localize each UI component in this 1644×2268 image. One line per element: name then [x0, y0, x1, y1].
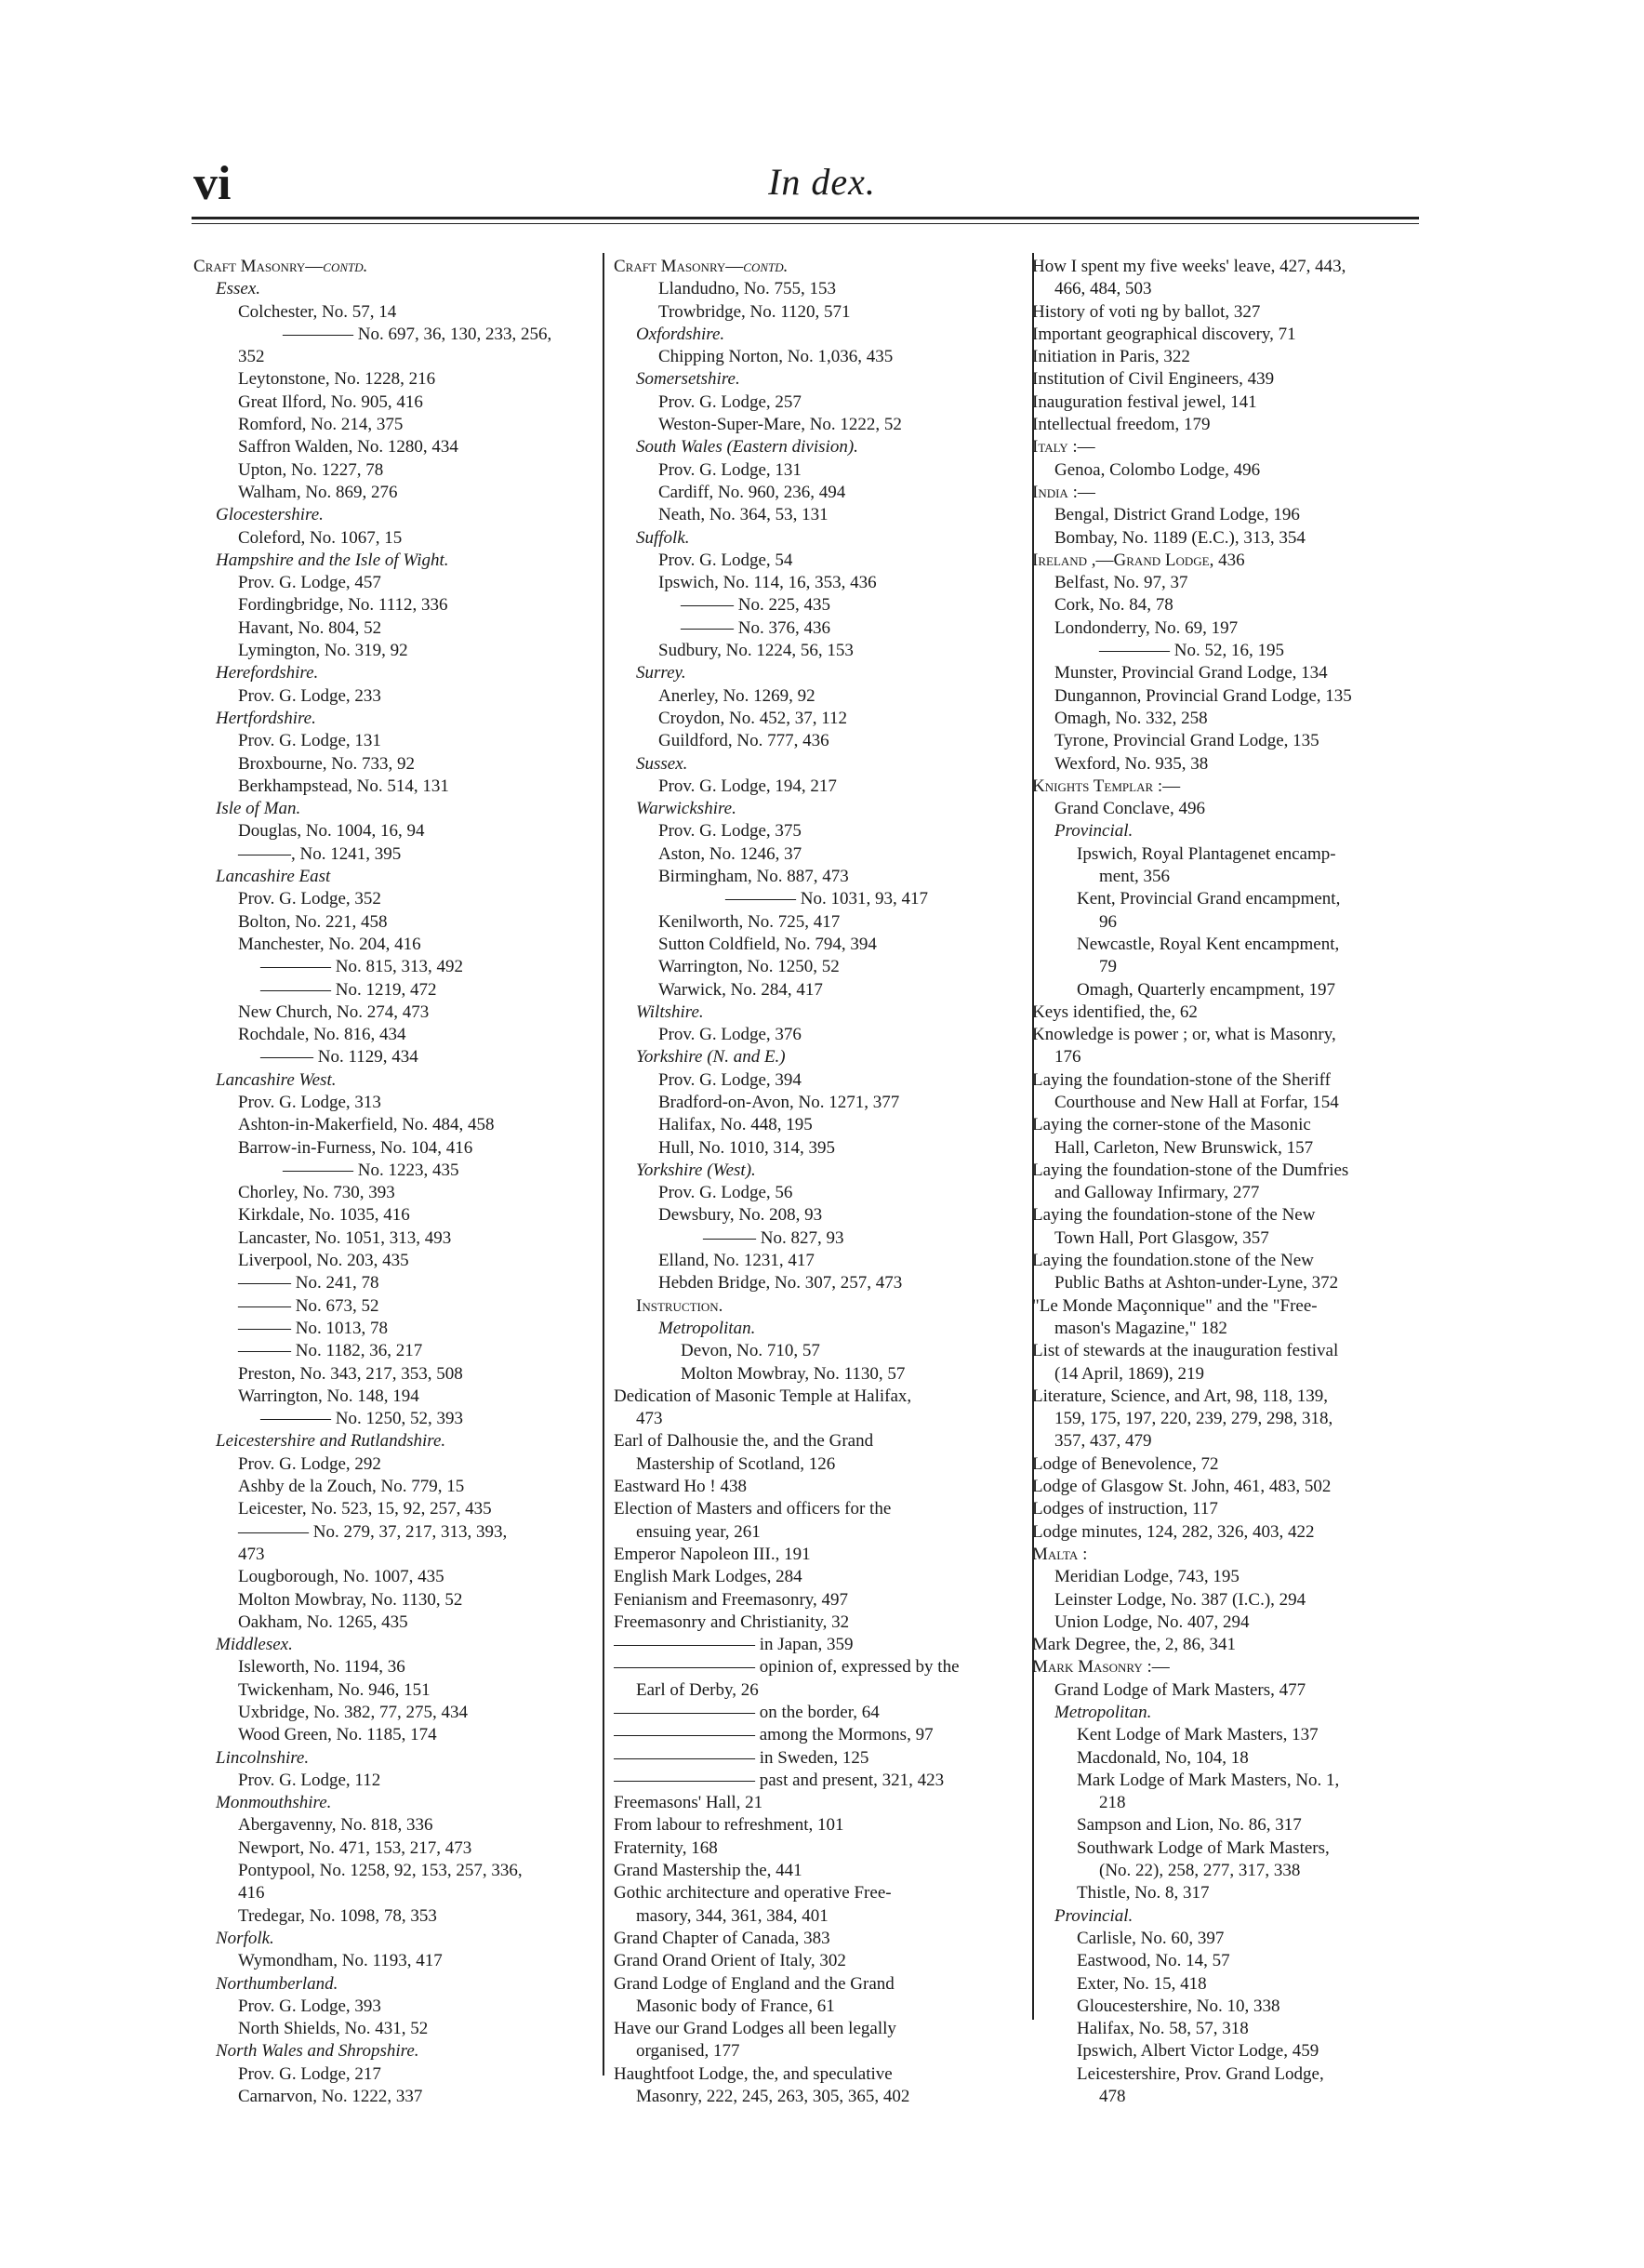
index-entry: Prov. G. Lodge, 457: [238, 573, 381, 593]
subsection-heading: Metropolitan.: [1054, 1703, 1152, 1722]
index-entry: From labour to refreshment, 101: [614, 1815, 844, 1836]
subsection-heading: Middlesex.: [216, 1635, 293, 1655]
index-entry: Laying the foundation-stone of the Sheriff: [1032, 1069, 1331, 1090]
index-entry: Laying the foundation.stone of the New: [1032, 1251, 1314, 1271]
index-entry: Uxbridge, No. 382, 77, 275, 434: [238, 1703, 468, 1722]
index-entry: Mark Degree, the, 2, 86, 341: [1032, 1635, 1236, 1655]
index-entry: Halifax, No. 448, 195: [658, 1115, 813, 1135]
index-entry: Prov. G. Lodge, 313: [238, 1092, 381, 1112]
index-entry: ——— No. 827, 93: [703, 1227, 844, 1248]
index-entry: Inauguration festival jewel, 141: [1032, 391, 1257, 412]
index-entry: Omagh, No. 332, 258: [1054, 708, 1208, 728]
index-entry: Public Baths at Ashton-under-Lyne, 372: [1054, 1273, 1339, 1293]
index-entry: (No. 22), 258, 277, 317, 338: [1099, 1861, 1301, 1881]
index-entry: Dewsbury, No. 208, 93: [658, 1205, 823, 1226]
index-entry: Elland, No. 1231, 417: [658, 1251, 815, 1271]
index-entry: Lodge of Glasgow St. John, 461, 483, 502: [1032, 1477, 1332, 1497]
index-entry: Hall, Carleton, New Brunswick, 157: [1054, 1137, 1314, 1158]
index-entry: Birmingham, No. 887, 473: [658, 867, 849, 887]
index-entry: Gothic architecture and operative Free-: [614, 1883, 892, 1903]
index-entry: Chorley, No. 730, 393: [238, 1183, 395, 1203]
subsection-heading: Yorkshire (N. and E.): [636, 1047, 786, 1068]
subsection-heading: Provincial.: [1054, 1905, 1134, 1926]
index-entry: Genoa, Colombo Lodge, 496: [1054, 459, 1261, 480]
index-entry: Chipping Norton, No. 1,036, 435: [658, 347, 894, 367]
index-entry: 473: [636, 1409, 663, 1429]
section-heading: Craft Masonry—contd.: [614, 257, 789, 276]
index-entry: Prov. G. Lodge, 393: [238, 1996, 381, 2016]
index-entry: Sudbury, No. 1224, 56, 153: [658, 641, 854, 661]
subsection-heading: Suffolk.: [636, 527, 690, 548]
subsection-heading: Metropolitan.: [658, 1318, 756, 1338]
index-entry: New Church, No. 274, 473: [238, 1001, 430, 1022]
index-entry: Lougborough, No. 1007, 435: [238, 1567, 444, 1587]
index-entry: Laying the foundation-stone of the New: [1032, 1205, 1316, 1226]
subsection-heading: Essex.: [216, 279, 261, 299]
index-entry: Prov. G. Lodge, 376: [658, 1025, 802, 1045]
index-entry: ——— No. 1129, 434: [260, 1047, 418, 1068]
header-rule-thin: [192, 223, 1419, 224]
index-entry: ——— No. 241, 78: [238, 1273, 379, 1293]
index-entry: Cardiff, No. 960, 236, 494: [658, 482, 846, 502]
index-entry: Newport, No. 471, 153, 217, 473: [238, 1837, 472, 1858]
index-entry: Lodge minutes, 124, 282, 326, 403, 422: [1032, 1521, 1315, 1542]
index-entry: Kenilworth, No. 725, 417: [658, 911, 841, 932]
subsection-heading: Yorkshire (West).: [636, 1160, 756, 1180]
index-entry: Have our Grand Lodges all been legally: [614, 2019, 896, 2039]
index-entry: ——— No. 1182, 36, 217: [238, 1341, 423, 1361]
index-entry: Institution of Civil Engineers, 439: [1032, 369, 1275, 390]
index-column-3: [1032, 256, 1452, 2108]
index-entry: mason's Magazine," 182: [1054, 1318, 1227, 1338]
index-entry: Grand Chapter of Canada, 383: [614, 1928, 830, 1948]
index-entry: ———— No. 697, 36, 130, 233, 256,: [283, 324, 552, 344]
index-entry: Prov. G. Lodge, 292: [238, 1453, 381, 1474]
index-entry: Ipswich, No. 114, 16, 353, 436: [658, 573, 877, 593]
index-entry: Lodges of instruction, 117: [1032, 1499, 1218, 1519]
index-entry: Gloucestershire, No. 10, 338: [1077, 1996, 1280, 2016]
index-entry: Dedication of Masonic Temple at Halifax,: [614, 1386, 912, 1406]
subsection-heading: Warwickshire.: [636, 799, 736, 819]
page-title: In dex.: [768, 161, 876, 203]
subsection-heading: Surrey.: [636, 663, 686, 683]
index-entry: Rochdale, No. 816, 434: [238, 1025, 406, 1045]
index-entry: Laying the corner-stone of the Masonic: [1032, 1115, 1311, 1135]
index-entry: Havant, No. 804, 52: [238, 617, 382, 638]
index-entry: Warrington, No. 1250, 52: [658, 957, 840, 977]
index-entry: Halifax, No. 58, 57, 318: [1077, 2019, 1249, 2039]
index-entry: Prov. G. Lodge, 217: [238, 2063, 381, 2084]
index-entry: ———— No. 1250, 52, 393: [260, 1409, 463, 1429]
index-entry: Mastership of Scotland, 126: [636, 1453, 836, 1474]
index-entry: Italy :—: [1032, 437, 1095, 458]
index-entry: Prov. G. Lodge, 375: [658, 821, 802, 842]
index-entry: Union Lodge, No. 407, 294: [1054, 1611, 1250, 1632]
index-entry: ———— No. 1031, 93, 417: [725, 889, 928, 909]
subsection-heading: Northumberland.: [216, 1973, 338, 1994]
index-entry: Keys identified, the, 62: [1032, 1001, 1198, 1022]
index-entry: Southwark Lodge of Mark Masters,: [1077, 1837, 1330, 1858]
index-entry: Warwick, No. 284, 417: [658, 979, 823, 1000]
subsection-heading: Hertfordshire.: [216, 708, 316, 728]
index-entry: Trowbridge, No. 1120, 571: [658, 301, 851, 322]
index-entry: ——— No. 225, 435: [681, 595, 830, 616]
index-entry: ———————— on the border, 64: [614, 1703, 880, 1722]
index-entry: Grand Orand Orient of Italy, 302: [614, 1951, 846, 1971]
index-entry: Isleworth, No. 1194, 36: [238, 1657, 405, 1678]
index-entry: Broxbourne, No. 733, 92: [238, 753, 415, 774]
index-entry: Lymington, No. 319, 92: [238, 641, 408, 661]
index-entry: ——— No. 376, 436: [681, 617, 830, 638]
index-entry: Great Ilford, No. 905, 416: [238, 391, 423, 412]
index-entry: Anerley, No. 1269, 92: [658, 685, 815, 706]
index-entry: 352: [238, 347, 265, 367]
subsection-heading: Somersetshire.: [636, 369, 740, 390]
index-entry: Leicestershire, Prov. Grand Lodge,: [1077, 2063, 1324, 2084]
index-entry: Town Hall, Port Glasgow, 357: [1054, 1227, 1269, 1248]
subsection-heading: Wiltshire.: [636, 1001, 704, 1022]
index-entry: How I spent my five weeks' leave, 427, 443,: [1032, 257, 1346, 276]
index-entry: Knights Templar :—: [1032, 776, 1181, 796]
index-entry: Prov. G. Lodge, 131: [658, 459, 802, 480]
index-entry: Prov. G. Lodge, 112: [238, 1770, 381, 1790]
index-entry: Leicester, No. 523, 15, 92, 257, 435: [238, 1499, 492, 1519]
subsection-heading: Sussex.: [636, 753, 688, 774]
index-entry: Omagh, Quarterly encampment, 197: [1077, 979, 1336, 1000]
index-entry: Wood Green, No. 1185, 174: [238, 1725, 437, 1745]
index-entry: Ashton-in-Makerfield, No. 484, 458: [238, 1115, 495, 1135]
index-entry: Knowledge is power ; or, what is Masonry,: [1032, 1025, 1336, 1045]
index-entry: Thistle, No. 8, 317: [1077, 1883, 1210, 1903]
index-entry: Malta :: [1032, 1544, 1088, 1564]
index-entry: Carnarvon, No. 1222, 337: [238, 2087, 423, 2107]
index-entry: Oakham, No. 1265, 435: [238, 1611, 408, 1632]
index-entry: ———————— past and present, 321, 423: [614, 1770, 945, 1790]
index-entry: Wexford, No. 935, 38: [1054, 753, 1209, 774]
index-entry: Fraternity, 168: [614, 1837, 718, 1858]
index-entry: Molton Mowbray, No. 1130, 52: [238, 1589, 463, 1610]
index-entry: Carlisle, No. 60, 397: [1077, 1928, 1225, 1948]
index-entry: Masonic body of France, 61: [636, 1996, 835, 2016]
subsection-heading: Provincial.: [1054, 821, 1134, 842]
index-entry: Douglas, No. 1004, 16, 94: [238, 821, 425, 842]
index-entry: 478: [1099, 2087, 1126, 2107]
index-entry: ment, 356: [1099, 867, 1170, 887]
subsection-heading: Leicestershire and Rutlandshire.: [216, 1431, 446, 1452]
index-entry: 473: [238, 1544, 265, 1564]
index-entry: 416: [238, 1883, 265, 1903]
index-entry: ———— No. 1223, 435: [283, 1160, 459, 1180]
page-number: vi: [193, 157, 232, 210]
index-entry: Prov. G. Lodge, 352: [238, 889, 381, 909]
index-entry: Emperor Napoleon III., 191: [614, 1544, 811, 1564]
index-entry: Laying the foundation-stone of the Dumfries: [1032, 1160, 1349, 1180]
index-entry: ——— No. 1013, 78: [238, 1318, 388, 1338]
index-entry: (14 April, 1869), 219: [1054, 1363, 1204, 1384]
index-entry: Grand Lodge of England and the Grand: [614, 1973, 895, 1994]
index-entry: India :—: [1032, 482, 1095, 502]
index-entry: Leytonstone, No. 1228, 216: [238, 369, 436, 390]
index-entry: Ipswich, Royal Plantagenet encamp-: [1077, 843, 1336, 864]
index-entry: English Mark Lodges, 284: [614, 1567, 802, 1587]
subsection-heading: Herefordshire.: [216, 663, 319, 683]
index-entry: Prov. G. Lodge, 54: [658, 550, 793, 570]
index-entry: ———— No. 279, 37, 217, 313, 393,: [238, 1521, 508, 1542]
index-entry: Freemasonry and Christianity, 32: [614, 1611, 850, 1632]
index-entry: Kirkdale, No. 1035, 416: [238, 1205, 410, 1226]
index-entry: Prov. G. Lodge, 394: [658, 1069, 802, 1090]
index-entry: Prov. G. Lodge, 257: [658, 391, 802, 412]
subsection-heading: Oxfordshire.: [636, 324, 725, 344]
index-entry: Instruction.: [636, 1295, 723, 1316]
index-entry: 218: [1099, 1793, 1126, 1813]
index-entry: Belfast, No. 97, 37: [1054, 573, 1188, 593]
index-entry: Berkhampstead, No. 514, 131: [238, 776, 449, 796]
index-entry: Initiation in Paris, 322: [1032, 347, 1190, 367]
index-entry: Manchester, No. 204, 416: [238, 934, 421, 954]
subsection-heading: Norfolk.: [216, 1928, 274, 1948]
index-entry: Warrington, No. 148, 194: [238, 1386, 419, 1406]
index-entry: ———————— in Sweden, 125: [614, 1747, 869, 1768]
subsection-heading: Lancashire East: [216, 867, 331, 887]
index-entry: Croydon, No. 452, 37, 112: [658, 708, 848, 728]
subsection-heading: North Wales and Shropshire.: [216, 2041, 419, 2062]
header-rule: [192, 217, 1419, 219]
index-entry: Bolton, No. 221, 458: [238, 911, 388, 932]
index-entry: Exter, No. 15, 418: [1077, 1973, 1207, 1994]
subsection-heading: Lincolnshire.: [216, 1747, 310, 1768]
index-entry: Eastward Ho ! 438: [614, 1477, 747, 1497]
index-column-1: [193, 256, 595, 2108]
subsection-heading: Isle of Man.: [216, 799, 301, 819]
index-entry: organised, 177: [636, 2041, 740, 2062]
index-entry: and Galloway Infirmary, 277: [1054, 1183, 1260, 1203]
index-entry: Grand Lodge of Mark Masters, 477: [1054, 1679, 1306, 1700]
index-entry: Weston-Super-Mare, No. 1222, 52: [658, 415, 902, 435]
index-entry: Meridian Lodge, 743, 195: [1054, 1567, 1240, 1587]
index-entry: ———— No. 1219, 472: [260, 979, 437, 1000]
index-entry: Ipswich, Albert Victor Lodge, 459: [1077, 2041, 1319, 2062]
index-entry: Romford, No. 214, 375: [238, 415, 404, 435]
index-entry: Leinster Lodge, No. 387 (I.C.), 294: [1054, 1589, 1306, 1610]
index-entry: Mark Masonry :—: [1032, 1657, 1170, 1678]
index-entry: Sutton Coldfield, No. 794, 394: [658, 934, 877, 954]
index-entry: 176: [1054, 1047, 1081, 1068]
index-entry: Tyrone, Provincial Grand Lodge, 135: [1054, 731, 1319, 751]
index-entry: Election of Masters and officers for the: [614, 1499, 892, 1519]
index-entry: 96: [1099, 911, 1117, 932]
index-entry: Bradford-on-Avon, No. 1271, 377: [658, 1092, 900, 1112]
index-entry: Grand Conclave, 496: [1054, 799, 1205, 819]
subsection-heading: Glocestershire.: [216, 505, 324, 525]
index-entry: Preston, No. 343, 217, 353, 508: [238, 1363, 463, 1384]
index-entry: 79: [1099, 957, 1117, 977]
index-entry: Lodge of Benevolence, 72: [1032, 1453, 1219, 1474]
index-entry: Hebden Bridge, No. 307, 257, 473: [658, 1273, 903, 1293]
index-entry: Prov. G. Lodge, 131: [238, 731, 381, 751]
index-entry: Tredegar, No. 1098, 78, 353: [238, 1905, 437, 1926]
index-entry: Wymondham, No. 1193, 417: [238, 1951, 443, 1971]
index-entry: Sampson and Lion, No. 86, 317: [1077, 1815, 1302, 1836]
index-entry: Abergavenny, No. 818, 336: [238, 1815, 433, 1836]
index-entry: 357, 437, 479: [1054, 1431, 1152, 1452]
index-entry: Munster, Provincial Grand Lodge, 134: [1054, 663, 1328, 683]
index-entry: Londonderry, No. 69, 197: [1054, 617, 1239, 638]
index-entry: Haughtfoot Lodge, the, and speculative: [614, 2063, 893, 2084]
index-entry: Intellectual freedom, 179: [1032, 415, 1211, 435]
index-entry: Ireland ,—Grand Lodge, 436: [1032, 550, 1245, 570]
index-entry: Coleford, No. 1067, 15: [238, 527, 403, 548]
subsection-heading: Lancashire West.: [216, 1069, 337, 1090]
index-entry: Upton, No. 1227, 78: [238, 459, 384, 480]
index-entry: ———— No. 52, 16, 195: [1099, 641, 1284, 661]
index-entry: ———, No. 1241, 395: [238, 843, 402, 864]
index-entry: Molton Mowbray, No. 1130, 57: [681, 1363, 906, 1384]
section-heading: Craft Masonry—contd.: [193, 257, 368, 276]
index-entry: Fordingbridge, No. 1112, 336: [238, 595, 448, 616]
index-entry: Twickenham, No. 946, 151: [238, 1679, 431, 1700]
subsection-heading: Hampshire and the Isle of Wight.: [216, 550, 449, 570]
index-entry: ensuing year, 261: [636, 1521, 761, 1542]
column-divider: [603, 253, 604, 2076]
index-entry: ———— No. 815, 313, 492: [260, 957, 463, 977]
index-entry: Earl of Derby, 26: [636, 1679, 759, 1700]
index-entry: Neath, No. 364, 53, 131: [658, 505, 829, 525]
index-entry: Important geographical discovery, 71: [1032, 324, 1296, 344]
index-entry: Walham, No. 869, 276: [238, 482, 398, 502]
index-entry: Courthouse and New Hall at Forfar, 154: [1054, 1092, 1339, 1112]
index-entry: ——— No. 673, 52: [238, 1295, 379, 1316]
index-entry: Prov. G. Lodge, 194, 217: [658, 776, 837, 796]
subsection-heading: South Wales (Eastern division).: [636, 437, 858, 458]
index-entry: Kent, Provincial Grand encampment,: [1077, 889, 1341, 909]
index-entry: Devon, No. 710, 57: [681, 1341, 820, 1361]
index-entry: Barrow-in-Furness, No. 104, 416: [238, 1137, 473, 1158]
index-entry: 466, 484, 503: [1054, 279, 1152, 299]
index-entry: North Shields, No. 431, 52: [238, 2019, 429, 2039]
index-entry: Prov. G. Lodge, 56: [658, 1183, 793, 1203]
index-entry: ———————— in Japan, 359: [614, 1635, 854, 1655]
index-entry: Aston, No. 1246, 37: [658, 843, 802, 864]
index-entry: "Le Monde Maçonnique" and the "Free-: [1032, 1295, 1318, 1316]
index-entry: Llandudno, No. 755, 153: [658, 279, 837, 299]
index-entry: Guildford, No. 777, 436: [658, 731, 829, 751]
index-entry: Grand Mastership the, 441: [614, 1861, 802, 1881]
index-entry: List of stewards at the inauguration festival: [1032, 1341, 1339, 1361]
index-entry: Hull, No. 1010, 314, 395: [658, 1137, 835, 1158]
index-entry: Macdonald, No, 104, 18: [1077, 1747, 1249, 1768]
index-entry: Cork, No. 84, 78: [1054, 595, 1173, 616]
index-entry: Ashby de la Zouch, No. 779, 15: [238, 1477, 465, 1497]
index-entry: Masonry, 222, 245, 263, 305, 365, 402: [636, 2087, 910, 2107]
index-entry: Newcastle, Royal Kent encampment,: [1077, 934, 1340, 954]
index-entry: Kent Lodge of Mark Masters, 137: [1077, 1725, 1319, 1745]
index-entry: Freemasons' Hall, 21: [614, 1793, 763, 1813]
index-entry: Colchester, No. 57, 14: [238, 301, 397, 322]
index-entry: Saffron Walden, No. 1280, 434: [238, 437, 458, 458]
index-column-2: [614, 256, 1034, 2108]
index-entry: Dungannon, Provincial Grand Lodge, 135: [1054, 685, 1352, 706]
index-entry: Lancaster, No. 1051, 313, 493: [238, 1227, 452, 1248]
index-entry: Fenianism and Freemasonry, 497: [614, 1589, 849, 1610]
index-entry: Liverpool, No. 203, 435: [238, 1251, 409, 1271]
index-entry: Prov. G. Lodge, 233: [238, 685, 381, 706]
index-entry: Literature, Science, and Art, 98, 118, 139,: [1032, 1386, 1328, 1406]
index-entry: Eastwood, No. 14, 57: [1077, 1951, 1230, 1971]
index-entry: Bengal, District Grand Lodge, 196: [1054, 505, 1300, 525]
index-entry: Pontypool, No. 1258, 92, 153, 257, 336,: [238, 1861, 523, 1881]
index-entry: ———————— among the Mormons, 97: [614, 1725, 934, 1745]
index-entry: Mark Lodge of Mark Masters, No. 1,: [1077, 1770, 1340, 1790]
index-entry: History of voti ng by ballot, 327: [1032, 301, 1261, 322]
subsection-heading: Monmouthshire.: [216, 1793, 332, 1813]
index-entry: ———————— opinion of, expressed by the: [614, 1657, 960, 1678]
index-entry: masory, 344, 361, 384, 401: [636, 1905, 829, 1926]
index-entry: Earl of Dalhousie the, and the Grand: [614, 1431, 874, 1452]
index-entry: 159, 175, 197, 220, 239, 279, 298, 318,: [1054, 1409, 1333, 1429]
index-entry: Bombay, No. 1189 (E.C.), 313, 354: [1054, 527, 1306, 548]
